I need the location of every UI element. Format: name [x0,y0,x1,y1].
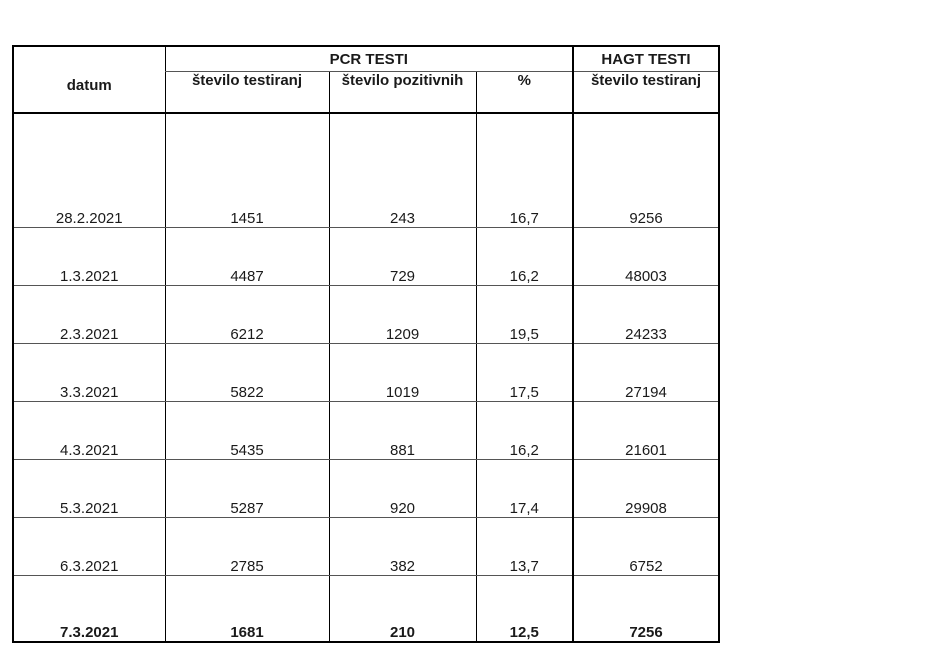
cell-date: 2.3.2021 [13,286,165,344]
cell-positive: 1019 [329,344,476,402]
cell-positive: 729 [329,228,476,286]
cell-positive: 881 [329,402,476,460]
table-row [13,228,719,286]
cell-hagt: 9256 [573,170,719,228]
header-datum: datum [13,46,165,113]
cell-date: 28.2.2021 [13,170,165,228]
table-row [13,518,719,576]
cell-percent: 12,5 [476,576,573,643]
cell-percent: 17,5 [476,344,573,402]
table-row [13,402,719,460]
cell-positive: 210 [329,576,476,643]
cell-date: 1.3.2021 [13,228,165,286]
cell-hagt: 48003 [573,228,719,286]
cell-percent: 16,2 [476,228,573,286]
cell-tests: 5822 [165,344,329,402]
cell-tests: 2785 [165,518,329,576]
cell-percent: 17,4 [476,460,573,518]
cell-date: 7.3.2021 [13,576,165,643]
spacer-row [13,113,719,170]
header-stevilo-pozitivnih: število pozitivnih [329,72,476,114]
table-row [13,170,719,228]
cell-date: 5.3.2021 [13,460,165,518]
cell-percent: 19,5 [476,286,573,344]
cell-hagt: 29908 [573,460,719,518]
cell-tests: 5435 [165,402,329,460]
cell-positive: 382 [329,518,476,576]
cell-date: 4.3.2021 [13,402,165,460]
header-stevilo-testiranj: število testiranj [165,72,329,114]
cell-date: 3.3.2021 [13,344,165,402]
cell-tests: 6212 [165,286,329,344]
cell-positive: 920 [329,460,476,518]
table-row [13,344,719,402]
cell-tests: 5287 [165,460,329,518]
table-row [13,460,719,518]
cell-hagt: 27194 [573,344,719,402]
table-row [13,286,719,344]
cell-positive: 1209 [329,286,476,344]
cell-percent: 16,7 [476,170,573,228]
cell-hagt: 24233 [573,286,719,344]
cell-hagt: 21601 [573,402,719,460]
cell-tests: 1451 [165,170,329,228]
cell-percent: 13,7 [476,518,573,576]
cell-hagt: 6752 [573,518,719,576]
cell-hagt: 7256 [573,576,719,643]
header-hagt-stevilo-testiranj: število testiranj [573,72,719,114]
header-pcr-testi: PCR TESTI [165,46,573,72]
cell-percent: 16,2 [476,402,573,460]
cell-date: 6.3.2021 [13,518,165,576]
cell-tests: 4487 [165,228,329,286]
pcr-hagt-table [12,45,720,643]
cell-positive: 243 [329,170,476,228]
cell-tests: 1681 [165,576,329,643]
table-row-latest [13,576,719,643]
header-percent: % [476,72,573,114]
header-hagt-testi: HAGT TESTI [573,46,719,72]
